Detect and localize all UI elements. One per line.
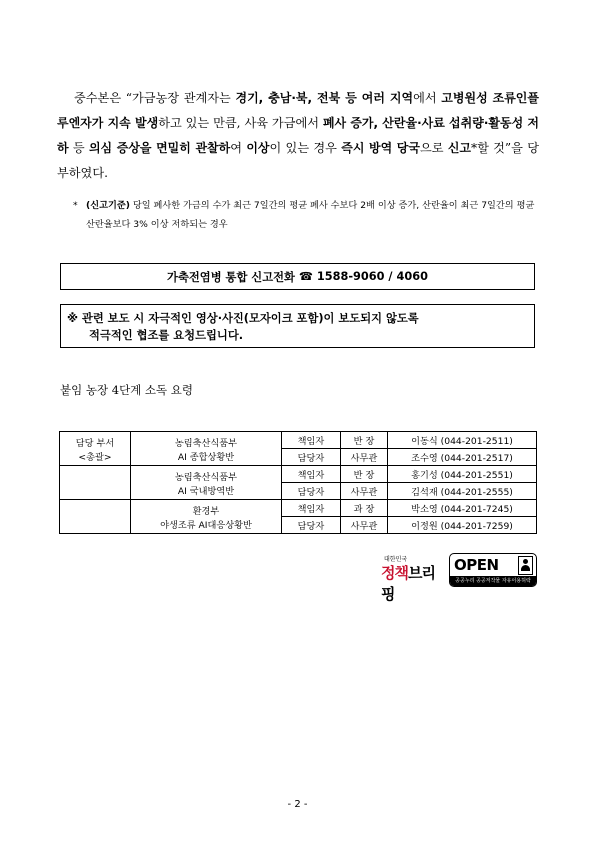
note-asterisk: * (73, 200, 78, 211)
hotline-number: 1588-9060 / 4060 (316, 270, 428, 283)
name-cell: 박소영 (044-201-7245) (388, 500, 537, 517)
page-number: - 2 - (287, 799, 308, 810)
title-cell: 사무관 (341, 483, 388, 500)
title-cell: 사무관 (341, 517, 388, 534)
table-row (60, 432, 537, 449)
title-cell: 반 장 (341, 432, 388, 449)
policy-logo-small: 대한민국 (384, 556, 408, 563)
paragraph-segment: 등 (68, 141, 89, 155)
hotline-label: 가축전염병 통합 신고전화 (167, 270, 295, 284)
role-cell: 담당자 (282, 449, 341, 466)
paragraph-segment: 즉시 방역 당국 (341, 141, 420, 155)
attachment-title: 붙임 농장 4단계 소독 요령 (60, 383, 194, 397)
role-cell: 책임자 (282, 466, 341, 483)
paragraph-segment: 여 (230, 141, 247, 155)
open-license-logo (449, 553, 537, 587)
open-logo-band: 공공누리 공공저작물 자유이용허락 (450, 576, 536, 586)
name-cell: 홍기성 (044-201-2551) (388, 466, 537, 483)
dept-cell: 담당 부서 <총괄> (60, 432, 131, 466)
unit-cell: 농림축산식품부 AI 종합상황반 (131, 432, 282, 466)
paragraph-segment: 이 있는 경우 (269, 141, 342, 155)
role-cell: 담당자 (282, 483, 341, 500)
dept-cell (60, 466, 131, 500)
paragraph-segment: 이상 (246, 141, 270, 155)
press-request-box (60, 304, 535, 348)
name-cell: 김석재 (044-201-2555) (388, 483, 537, 500)
paragraph-segment: 폐사 증가, 산란율·사료 섭취량·활동성 저하 (57, 116, 539, 155)
hotline-box (60, 263, 535, 290)
unit-cell: 환경부 야생조류 AI대응상황반 (131, 500, 282, 534)
title-cell: 반 장 (341, 466, 388, 483)
paragraph-segment: 신고 (447, 141, 471, 155)
dept-cell (60, 500, 131, 534)
policy-briefing-logo (381, 554, 443, 603)
press-request-line2: 적극적인 협조를 요청드립니다. (89, 329, 244, 342)
role-cell: 책임자 (282, 432, 341, 449)
policy-logo-main-b: 브리핑 (381, 564, 435, 603)
contacts-table (59, 431, 537, 534)
main-paragraph (57, 86, 539, 186)
paragraph-segment: 하고 있는 만큼, 사육 가금에서 (158, 116, 323, 130)
title-cell: 사무관 (341, 449, 388, 466)
unit-cell: 농림축산식품부 AI 국내방역반 (131, 466, 282, 500)
paragraph-segment: 중수본은 “가금농장 관계자는 (74, 91, 236, 105)
table-row (60, 500, 537, 517)
name-cell: 조수영 (044-201-2517) (388, 449, 537, 466)
paragraph-segment: 의심 증상을 면밀히 관찰하 (88, 141, 231, 155)
person-icon (518, 556, 533, 575)
open-logo-text: OPEN (454, 556, 499, 574)
title-cell: 과 장 (341, 500, 388, 517)
note-label: (신고기준) (86, 200, 130, 211)
paragraph-segment: 고병원성 조류인플루엔자가 지속 발생 (57, 91, 539, 130)
report-criteria-note (73, 196, 542, 234)
note-text: 당일 폐사한 가금의 수가 최근 7일간의 평균 폐사 수보다 2배 이상 증가, 산란율이 최근 7일간의 평균 산란율보다 3% 이상 저하되는 경우 (86, 200, 535, 230)
table-row (60, 466, 537, 483)
paragraph-segment: 으로 (419, 141, 448, 155)
name-cell: 이정원 (044-201-7259) (388, 517, 537, 534)
paragraph-segment: *할 것”을 당부하였다. (57, 141, 539, 180)
main-paragraph-text (57, 86, 539, 186)
name-cell: 이동식 (044-201-2511) (388, 432, 537, 449)
paragraph-segment: 에서 (413, 91, 442, 105)
paragraph-segment: 경기, 충남·북, 전북 등 여러 지역 (235, 91, 414, 105)
policy-logo-main-a: 정책 (381, 564, 408, 582)
role-cell: 책임자 (282, 500, 341, 517)
role-cell: 담당자 (282, 517, 341, 534)
press-request-line1: ※ 관련 보도 시 자극적인 영상·사진(모자이크 포함)이 보도되지 않도록 (67, 312, 419, 325)
phone-icon: ☎ (298, 270, 313, 283)
